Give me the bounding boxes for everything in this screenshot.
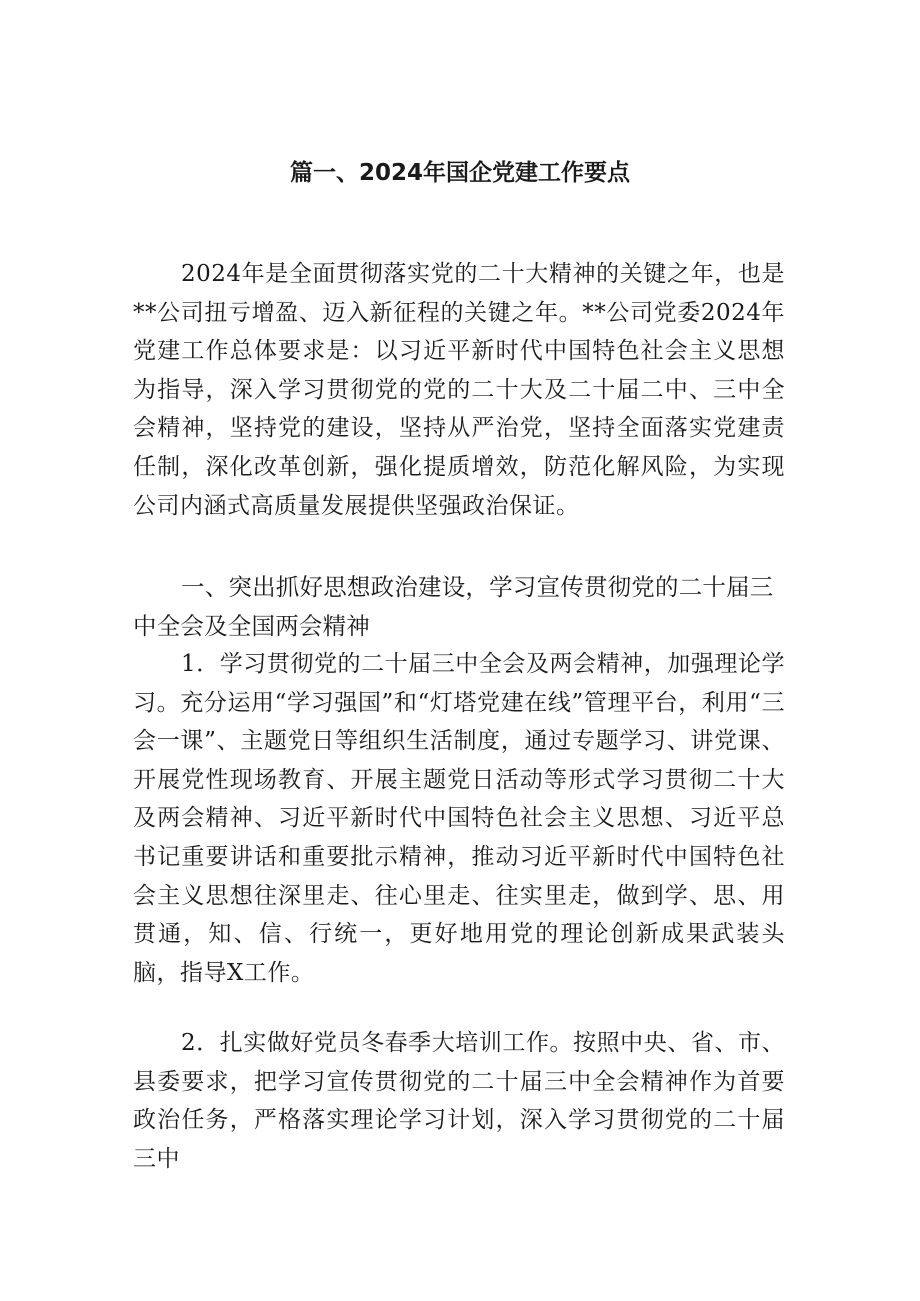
section-heading: 一、突出抓好思想政治建设，学习宣传贯彻党的二十届三中全会及全国两会精神: [133, 573, 774, 640]
intro-text: 2024年是全面贯彻落实党的二十大精神的关键之年，也是**公司扭亏增盈、迈入新征程的关键之年。**公司党委2024年党建工作总体要求是：以习近平新时代中国特色社会主义思想为指导，深入学习贯彻党的党的二十大及二十届二中、三中全会精神，坚持党的建设，坚持从严治党，坚持全面落实党建责任制，深化改革创新，强化提质增效，防范化解风险，为实现公司内涵式高质量发展提供坚强政治保证。: [133, 261, 785, 519]
item-2-text: 2．扎实做好党员冬春季大培训工作。按照中央、省、市、县委要求，把学习宣传贯彻党的二十届三中全会精神作为首要政治任务，严格落实理论学习计划，深入学习贯彻党的二十届三中: [133, 1030, 785, 1172]
item-2-paragraph: [133, 1024, 785, 1178]
item-1-paragraph: [133, 645, 785, 992]
intro-paragraph: [133, 255, 785, 525]
document-title: 篇一、2024年国企党建工作要点: [289, 160, 630, 186]
item-1-text: 1．学习贯彻党的二十届三中全会及两会精神，加强理论学习。充分运用“学习强国”和“灯塔党建在线”管理平台，利用“三会一课”、主题党日等组织生活制度，通过专题学习、讲党课、开展党性现场教育、开展主题党日活动等形式学习贯彻二十大及两会精神、习近平新时代中国特色社会主义思想、习近平总书记重要讲话和重要批示精神，推动习近平新时代中国特色社会主义思想往深里走、往心里走、往实里走，做到学、思、用贯通，知、信、行统一，更好地用党的理论创新成果武装头脑，指导X工作。: [133, 651, 785, 986]
